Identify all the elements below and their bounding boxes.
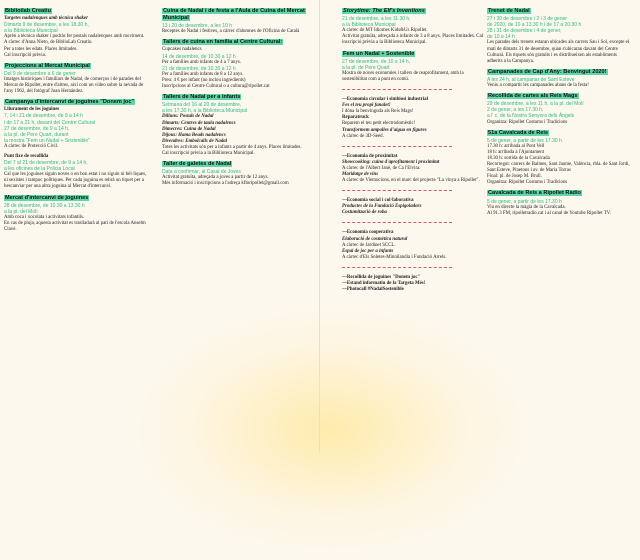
event-date: 28 de desembre, de 10.30 a 13.30 h (4, 202, 85, 209)
event-text: Preu: 4 € per infant (no inclou ingredients) (162, 77, 246, 83)
event-text: Per a totes les edats. Places limitades. (4, 46, 78, 52)
event-text: A càrrec de MT Idiomes Kids&Us Ripollet. (342, 28, 428, 34)
event-activity: Targetes nadalenques amb tècnica shaker (4, 16, 89, 22)
event-title-wrap (487, 8, 633, 15)
event-title: Trenet de Nadal (488, 8, 530, 14)
event-text: Cal inscripció prèvia. (4, 52, 46, 58)
event-title: Fem un Nadal + Sostenible (343, 50, 415, 57)
event-title-wrap (4, 8, 150, 15)
event-section-heading: —Recollida de joguines "Donem joc" (342, 274, 421, 280)
event-date: Setmana del 16 al 20 de desembre, (162, 102, 242, 109)
event-title-wrap (162, 94, 308, 101)
event-activity: Maridatge de vins (342, 171, 379, 177)
event-text: Al 91.3 FM, ripolletradio.cat i al canal de Youtube Ripollet TV. (487, 210, 611, 216)
event-date: a les 17.30 h, a la Biblioteca Municipal (162, 108, 248, 115)
event-date: la mostra "Fem un Nadal + Sostenible" (4, 137, 90, 144)
event-date: 28 i 31 de desembre i 4 de gener, (487, 28, 562, 35)
event-activity: Dimecres: Cuina de Nadal (162, 126, 216, 132)
event-text: Per a famílies amb infants de 4 a 7 anys. (162, 59, 242, 65)
event-date: 5 de gener, a partir de les 17.30 h (487, 137, 562, 144)
event-title: Tallers de Nadal per a infants (163, 94, 241, 101)
event-block (162, 94, 308, 157)
event-date: 2 de gener, a les 17.30 h, (487, 107, 544, 114)
event-date: a les oficines de la Policia Local (4, 166, 75, 173)
event-date: i de 17 a 21 h, davant del Centre Cultural (4, 119, 96, 126)
event-title: Mercat d'intercanvi de joguines (5, 194, 89, 201)
event-activity: Fes el teu propi fanalet! (342, 103, 391, 109)
event-text: Organitza: Ripollet Costums i Tradicions (487, 119, 568, 125)
event-text: Per a famílies amb infants de 8 a 12 anys. (162, 71, 244, 77)
event-section-heading: —Economia circular i simbiosi industrial (342, 97, 428, 103)
event-title: Taller de galetes de Nadal (163, 161, 232, 168)
event-activity: Productes de la Fundació Espigoladors (342, 204, 422, 210)
event-text: Inscripcions al Centre Cultural o a cultura@ripollet.cat (162, 84, 270, 90)
event-date: Dimarts 9 de desembre, a les 18.30 h, (4, 22, 89, 29)
event-text: A càrrec de Protecció Civil. (4, 143, 59, 149)
event-title-wrap (487, 130, 633, 137)
dashed-divider (342, 146, 452, 148)
event-text: I dóna la benvinguda als Reis Mags! (342, 109, 414, 115)
event-date: 21 de desembre, de 10.30 a 12 h (162, 65, 236, 72)
event-title: Storytime: The Elf's Inventions (343, 8, 425, 14)
dashed-divider (342, 222, 452, 224)
event-block (4, 154, 150, 191)
event-block (342, 8, 488, 47)
event-text: En cas de pluja, aquesta activitat es traslladarà al pati de l'escola Anselm Clavé. (4, 220, 146, 232)
event-title-wrap (4, 99, 150, 106)
event-text: Reparem el teu petit electrodomèstic! (342, 121, 416, 127)
event-title-wrap (487, 190, 633, 197)
dashed-divider (342, 267, 452, 269)
event-block (4, 63, 150, 95)
event-date: 7, 14 i 21 de desembre, de 9 a 14 h (4, 113, 83, 120)
event-block (487, 8, 633, 65)
event-text: A càrrec de 3D-Seed. (342, 133, 384, 139)
event-date: Del 7 al 21 de desembre, de 9 a 14 h, (4, 160, 88, 167)
dashed-divider (342, 190, 452, 192)
event-date: Data a confirmar, al Casal de Joves (162, 169, 241, 176)
event-text: A càrrec d'Els Soletes-Minnilandia i Fundació Arrels. (342, 254, 447, 260)
event-activity: Espai de joc per a infants (342, 248, 394, 254)
column-2 (162, 8, 308, 191)
event-block (342, 89, 488, 140)
event-text: 17.30 h: arribada al Pont Vell (487, 143, 545, 149)
event-block (342, 51, 488, 83)
event-text: Cal inscripció prèvia a la Biblioteca Municipal. (162, 150, 255, 156)
event-block (4, 195, 150, 234)
event-title: Recollida de cartes als Reis Mags (488, 93, 578, 100)
event-activity: Costumització de roba (342, 210, 387, 216)
event-block (342, 146, 488, 184)
event-text: Totes les activitats són per a infants a partir de 4 anys. Places limitades. (162, 144, 302, 150)
event-text: Organitza: Ripollet Costums i Tradicions (487, 180, 568, 186)
event-text: Mostra de noves economies i tallers de reaprofitament, amb la sostenibilitat com a punt en comú. (342, 70, 464, 82)
event-activity: Showcooking: cuina d'aprofitament i proximitat (342, 159, 440, 165)
event-title: Cavalcada de Reis a Ripollet Ràdio (488, 190, 581, 197)
event-block (342, 267, 488, 293)
event-activity: Dilluns: Postals de Nadal (162, 114, 214, 120)
event-date: a la Biblioteca Municipal (342, 22, 396, 29)
event-block (162, 39, 308, 90)
event-text: Imatges històriques i familiars de Nadal, de comerços i de parades del Mercat de Ripollet, entre d'altres, així com un vídeo sobre la nevada de l'any 1962, del fotògraf Joan Hernández. (4, 76, 144, 95)
event-text: Final: pl. de Josep M. Brull. (487, 174, 542, 180)
event-date: de 10 a 14 h (487, 34, 515, 41)
event-text: 18 h: arribada a l'Ajuntament (487, 149, 545, 155)
event-block (162, 8, 308, 35)
event-title-wrap (162, 161, 308, 168)
event-date: Del 9 de desembre a 6 de gener (4, 70, 76, 77)
event-text: Més informació i inscripcions a l'adreça kftoripollet@gmail.com (162, 181, 289, 187)
event-date: a la pl. de Pere Quart, durant (4, 131, 69, 138)
event-text: Viu en directe la màgia de la Cavalcada. (487, 204, 566, 210)
event-date: 21 de desembre, a les 11.30 h, (342, 16, 411, 23)
event-date: a la pl. de Pere Quart (342, 64, 390, 71)
event-date: de 2020, de 10 a 13.30 h i de 17 a 20.30 h (487, 22, 582, 29)
event-block (487, 93, 633, 125)
event-block (487, 190, 633, 216)
event-date: 27 i 30 de desembre i 2 i 3 de gener (487, 16, 568, 23)
event-block (342, 190, 488, 216)
event-block (487, 69, 633, 89)
event-text: A càrrec de l'Albert Jané, de Ca l'Elvira. (342, 165, 421, 171)
event-title-wrap (162, 8, 308, 22)
event-title-wrap (487, 93, 633, 100)
event-title: Campanades de Cap d'Any: Benvingut 2020! (488, 68, 607, 75)
event-block (162, 161, 308, 187)
event-date: 27 de desembre, de 9 a 14 h, (4, 125, 70, 132)
event-activity: Transformem ampolles d'aigua en figures (342, 127, 427, 133)
column-3 (342, 8, 488, 297)
event-text: Receptes de Nadal i festives, a càrrec d'alumnes de l'Oficina de Català (162, 29, 300, 35)
column-4 (487, 8, 633, 221)
event-date: A les 24 h, al campanar de Sant Esteve (487, 76, 575, 83)
event-activity: Dimarts: Centres de taula nadalencs (162, 120, 236, 126)
event-text: Recorregut: carrers de Balmes, Sant Jaume, València, rbla. de Sant Jordi, Sant Esteve, Pinetons i av. de Maria Torras (487, 162, 630, 174)
event-activity: Elaboració de cosmètica natural (342, 236, 408, 242)
event-date: 27 de desembre, de 10 a 14 h, (342, 58, 411, 65)
event-title: Projeccions al Mercat Municipal (5, 62, 90, 69)
event-text: Les parades dels trenets estaran ubicades als carrers Sau i Sol, excepte el matí de dimarts 31 de desembre, quan s'ubicaran davant del Centre Cultural. Els tiquets són gratuïts i es distribueixen als establiments adherits a la Campanya. (487, 40, 630, 64)
event-text: Activitat gratuïta, adreçada a joves a partir de 12 anys. (162, 175, 269, 181)
event-block (4, 8, 150, 59)
event-date: a la pl. del Molí (4, 208, 38, 215)
event-title-wrap (162, 39, 308, 46)
event-section-heading: Lliurament de les joguines (4, 107, 60, 113)
dashed-divider (342, 89, 452, 91)
event-title-wrap (342, 51, 488, 58)
event-section-heading: —Estand informatiu de la Targeta Més! (342, 281, 426, 286)
event-text: A càrrec d'Anna Nieto, de BiblioLab Creatiu. (4, 40, 93, 46)
event-title-wrap (342, 8, 488, 15)
page-fold (319, 0, 320, 453)
event-date: a l' c. de la Nostra Senyora dels Àngels (487, 113, 575, 120)
event-title-wrap (487, 69, 633, 76)
event-title: Biblioilab Creatiu (5, 8, 51, 14)
event-text: Cal que les joguines siguin noves o en bon estat i no siguin ni bèl·liques, ni sexistes i tampoc polítiques. Per cada joguina es rebrà un tiquet per a bescanviar per una altra joguina al Mercat d'intercanvi. (4, 172, 147, 190)
event-section-heading: —Economia de proximitat (342, 153, 398, 159)
event-text: Aprèn a tècnica shaker i podràs fer postals nadalenques amb moviment. (4, 34, 145, 40)
decorative-glow (120, 300, 540, 560)
event-block (487, 130, 633, 187)
event-title: Cuina de Nadal i de festa a l'Aula de Cuina del Mercat Municipal (163, 8, 305, 22)
column-1 (4, 8, 150, 237)
event-activity: Divendres: Embolcalls de Nadal (162, 138, 228, 144)
event-section-heading: —Photocall #NadalSostenible (342, 287, 404, 293)
event-text: Amb coca i xocolata i activitats infantils. (4, 214, 85, 220)
event-text: 18.30 h: sortida de la Cavalcada (487, 155, 550, 161)
event-section-heading: Punt fixe de recollida (4, 153, 49, 159)
event-text: A càrrec de Viemocions, en el marc del projecte "La vinya a Ripollet". (342, 178, 480, 184)
event-title: Campanya d'intercanvi de joguines "Donem joc" (5, 99, 135, 106)
event-date: a la Biblioteca Municipal (4, 28, 58, 35)
event-date: 5 de gener, a partir de les 17.30 h (487, 198, 562, 205)
event-text: Veniu a compartir les campanades abans de la festa! (487, 83, 589, 89)
event-title: 51a Cavalcada de Reis (488, 129, 549, 136)
event-title-wrap (4, 63, 150, 70)
event-section-heading: —Economia social i col·laborativa (342, 198, 414, 204)
event-subtitle: Reparatruck (342, 115, 369, 121)
event-text: Activitat gratuïta, adreçada a infants de 3 a 8 anys. Places limitades. Cal inscripció prèvia a la Biblioteca Municipal. (342, 34, 484, 46)
event-text: A càrrec de Jardinet SCCL. (342, 242, 396, 248)
event-date: 14 de desembre, de 10.30 a 12 h (162, 53, 236, 60)
event-activity: Dijous: Hama Beads nadalencs (162, 132, 226, 138)
event-section-heading: —Economia cooperativa (342, 230, 394, 236)
event-date: 13 i 20 de desembre, a les 10 h (162, 23, 233, 30)
event-text: Cupcakes nadalencs (162, 47, 202, 53)
event-block (4, 99, 150, 150)
event-block (342, 222, 488, 260)
event-title: Tallers de cuina en família al Centre Cultural: (163, 39, 283, 46)
event-date: 29 de desembre, a les 11 h, a la pl. del Molí (487, 101, 584, 108)
event-title-wrap (4, 195, 150, 202)
